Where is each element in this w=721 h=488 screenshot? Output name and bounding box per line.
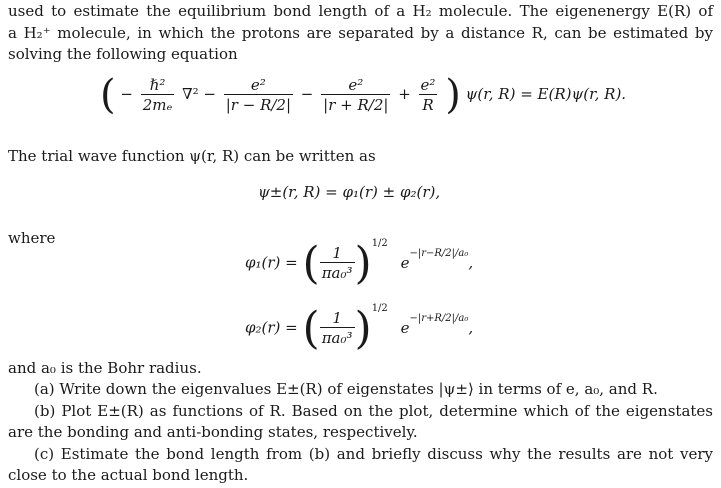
- repulsion-term: $\frac{\text{e²}}{R}$: [420, 75, 436, 114]
- attraction-term-1: $\frac{\text{e²}}{|r - R/2|}$: [225, 75, 292, 114]
- attraction-term-2: $\frac{\text{e²}}{|r + R/2|}$: [323, 75, 389, 114]
- intro-line-3: solving the following equation: [8, 45, 238, 63]
- right-paren: ): [445, 72, 461, 118]
- trial-wavefunction-text: The trial wave function ψ(r, R) can be written as: [8, 147, 376, 165]
- left-paren: (: [100, 72, 116, 118]
- intro-line-2: a H₂⁺ molecule, in which the protons are separated by a distance R, can be estimated by: [8, 24, 713, 42]
- bohr-radius-text: and a₀ is the Bohr radius.: [8, 359, 202, 377]
- part-b-line-1: (b) Plot E±(R) as functions of R. Based on the plot, determine which of the eigenstates: [34, 402, 713, 420]
- equation1-rhs: ψ(r, R) = E(R)ψ(r, R).: [465, 85, 627, 103]
- kinetic-term: $\frac{\text{ℏ²}}{\text{2mₑ}}$: [142, 75, 173, 114]
- part-b-line-2: are the bonding and anti-bonding states, respectively.: [8, 423, 418, 441]
- phi2-equation: φ₂(r) = ( $\frac{1}{\text{πa₀³}}$ )$^{1/2}$ $e^{-|r+R/2|/a_0}$,: [245, 302, 474, 354]
- laplacian-symbol: ∇²: [182, 85, 199, 103]
- part-c-line-1: (c) Estimate the bond length from (b) and briefly discuss why the results are not very: [34, 445, 713, 463]
- trial-wavefunction-equation: ψ±(r, R) = φ₁(r) ± φ₂(r),: [258, 183, 441, 201]
- part-c-line-2: close to the actual bond length.: [8, 466, 249, 484]
- hamiltonian-equation: ( − $\frac{\text{ℏ²}}{\text{2mₑ}}$ ∇² − $\frac{\text{e²}}{|r - R/2|}$ − $\frac{\text{e²}}{|r + R/2|}$ + $\frac{\text{e²}}{R}$ ) ψ(r, R) = E(R)ψ(r, R).: [100, 72, 627, 118]
- phi1-equation: φ₁(r) = ( $\frac{1}{\text{πa₀³}}$ )$^{1/2}$ $e^{-|r-R/2|/a_0}$,: [245, 237, 474, 289]
- intro-line-1: used to estimate the equilibrium bond length of a H₂ molecule. The eigenenergy E(R) of: [8, 2, 713, 20]
- where-text: where: [8, 229, 56, 247]
- part-a: (a) Write down the eigenvalues E±(R) of eigenstates |ψ±⟩ in terms of e, a₀, and R.: [34, 380, 658, 398]
